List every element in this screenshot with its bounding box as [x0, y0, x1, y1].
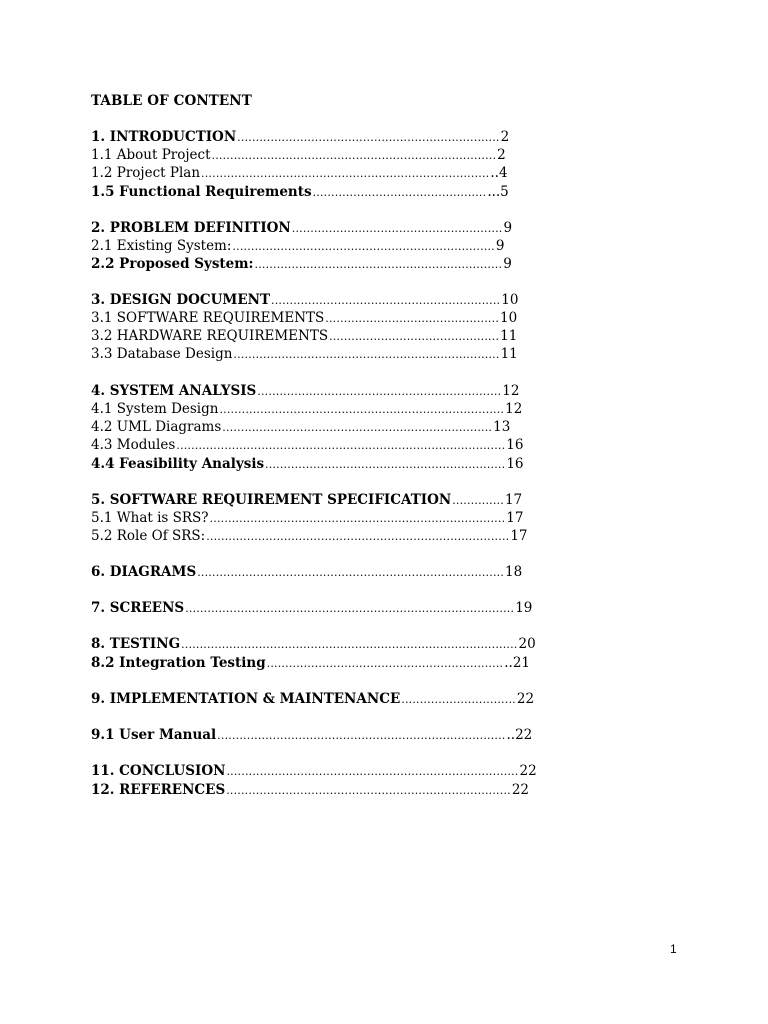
toc-entry — [91, 691, 540, 711]
toc-entry — [91, 419, 514, 439]
toc-entry — [91, 147, 513, 167]
dot-leader: .............................................................. — [271, 294, 501, 307]
dot-leader: ............................................................................. — [219, 403, 505, 416]
toc-entry-page: 12 — [505, 401, 523, 417]
toc-entry-page: 20 — [518, 636, 536, 652]
toc-entry-page: 16 — [506, 437, 524, 453]
toc-entry-label: 12. REFERENCES — [91, 782, 226, 798]
toc-entry-page: 13 — [493, 419, 511, 435]
toc-entry-page: 9 — [495, 238, 505, 254]
dot-leader: ......................................................... — [291, 222, 503, 235]
toc-entry-page: 12 — [502, 383, 520, 399]
toc-entry — [91, 383, 525, 403]
toc-entry — [91, 129, 513, 149]
toc-entry — [91, 238, 511, 258]
toc-entry-page: 22 — [519, 763, 537, 779]
toc-entry-page: ...5 — [487, 184, 509, 200]
toc-entry-label: 9. IMPLEMENTATION & MAINTENANCE — [91, 691, 401, 707]
dot-leader: ....................................................................... — [237, 131, 500, 144]
dot-leader: ............................................... — [312, 186, 487, 199]
toc-entry — [91, 437, 528, 457]
dot-leader: ........................................................................ — [233, 348, 500, 361]
dot-leader: ......................................................................................... — [185, 602, 515, 615]
toc-entry-page: 2 — [500, 129, 510, 145]
toc-entry — [91, 165, 513, 185]
dot-leader: ......................................................................... — [222, 421, 493, 434]
toc-entry-label: 1.2 Project Plan — [91, 165, 201, 181]
toc-entry — [91, 310, 521, 330]
toc-entry — [91, 492, 528, 512]
toc-entry — [91, 184, 513, 204]
toc-entry — [91, 292, 524, 312]
toc-entry — [91, 600, 537, 620]
toc-entry-page: 22 — [516, 691, 535, 707]
toc-entry-page: 17 — [506, 510, 524, 526]
dot-leader: ............................................................................... — [226, 765, 519, 778]
toc-entry-page: 11 — [500, 346, 518, 362]
dot-leader: ........................................................................................... — [181, 638, 518, 651]
toc-entry — [91, 401, 527, 421]
toc-entry-label: 7. SCREENS — [91, 600, 185, 616]
toc-entry-page: ..4 — [490, 165, 508, 181]
toc-entry-label: 5.2 Role Of SRS: — [91, 528, 206, 544]
toc-entry-label: 4.1 System Design — [91, 401, 219, 417]
toc-entry-label: 3.3 Database Design — [91, 346, 233, 362]
toc-entry — [91, 456, 528, 476]
toc-entry-page: 18 — [505, 564, 523, 580]
dot-leader: .............................................. — [329, 330, 500, 343]
toc-entry-label: 3.1 SOFTWARE REQUIREMENTS — [91, 310, 325, 326]
toc-entry-label: 9.1 User Manual — [91, 727, 217, 743]
dot-leader: .............................................................................. — [217, 729, 506, 742]
toc-entry-page: 17 — [504, 492, 523, 508]
toc-entry-label: 5. SOFTWARE REQUIREMENT SPECIFICATION — [91, 492, 452, 508]
toc-entry-page: 22 — [511, 782, 530, 798]
toc-entry-label: 5.1 What is SRS? — [91, 510, 209, 526]
toc-entry — [91, 256, 517, 276]
toc-entry — [91, 528, 533, 548]
toc-entry-label: 3. DESIGN DOCUMENT — [91, 292, 271, 308]
toc-entry — [91, 328, 524, 348]
toc-entry-label: 4. SYSTEM ANALYSIS — [91, 383, 257, 399]
dot-leader: ................................................................ — [266, 657, 504, 670]
toc-entry — [91, 564, 529, 584]
toc-entry-label: 8. TESTING — [91, 636, 181, 652]
toc-title: TABLE OF CONTENT — [91, 93, 252, 109]
toc-entry-page: 17 — [510, 528, 528, 544]
toc-entry-label: 1.1 About Project — [91, 147, 211, 163]
toc-entry-label: 4.2 UML Diagrams — [91, 419, 222, 435]
dot-leader: .................................................................. — [257, 385, 502, 398]
toc-entry-label: 4.3 Modules — [91, 437, 176, 453]
toc-entry-label: 4.4 Feasibility Analysis — [91, 456, 265, 472]
toc-entry — [91, 346, 521, 366]
dot-leader: ................................................................. — [265, 458, 506, 471]
toc-entry — [91, 510, 529, 530]
dot-leader: ................................................................... — [254, 258, 503, 271]
toc-entry-page: ..22 — [506, 727, 533, 743]
toc-entry-label: 3.2 HARDWARE REQUIREMENTS — [91, 328, 329, 344]
dot-leader: ............................................................................. — [226, 784, 511, 797]
toc-entry — [91, 655, 537, 675]
toc-entry-label: 8.2 Integration Testing — [91, 655, 266, 671]
toc-entry-label: 2.1 Existing System: — [91, 238, 232, 254]
toc-entry-page: 11 — [500, 328, 518, 344]
dot-leader: ................................................................................ — [209, 512, 506, 525]
toc-entry-page: 19 — [515, 600, 533, 616]
dot-leader: ....................................................................... — [232, 240, 495, 253]
dot-leader: ............................................................................. — [211, 149, 497, 162]
toc-entry-page: 9 — [503, 256, 512, 272]
toc-entry-label: 6. DIAGRAMS — [91, 564, 197, 580]
dot-leader: .............................................................................. — [201, 167, 490, 180]
toc-entry-page: 9 — [503, 220, 513, 236]
toc-entry-page: 16 — [506, 456, 524, 472]
dot-leader: .............. — [452, 494, 504, 507]
toc-entry — [91, 727, 537, 747]
toc-entry — [91, 220, 517, 240]
toc-entry-label: 1. INTRODUCTION — [91, 129, 237, 145]
toc-entry — [91, 636, 539, 656]
toc-entry — [91, 782, 534, 802]
toc-entry-label: 2.2 Proposed System: — [91, 256, 254, 272]
toc-entry-page: 2 — [497, 147, 506, 163]
toc-entry-page: 10 — [500, 310, 518, 326]
toc-entry-label: 11. CONCLUSION — [91, 763, 226, 779]
toc-entry-page: ..21 — [504, 655, 530, 671]
page-number: 1 — [670, 942, 677, 956]
dot-leader: ............................... — [401, 693, 516, 706]
toc-entry — [91, 763, 541, 783]
dot-leader: ................................................................................... — [197, 566, 505, 579]
toc-entry-label: 1.5 Functional Requirements — [91, 184, 312, 200]
toc-entry-page: 10 — [501, 292, 519, 308]
dot-leader: ......................................................................................... — [176, 439, 506, 452]
dot-leader: ............................................... — [325, 312, 500, 325]
dot-leader: .................................................................................. — [206, 530, 510, 543]
toc-entry-label: 2. PROBLEM DEFINITION — [91, 220, 291, 236]
